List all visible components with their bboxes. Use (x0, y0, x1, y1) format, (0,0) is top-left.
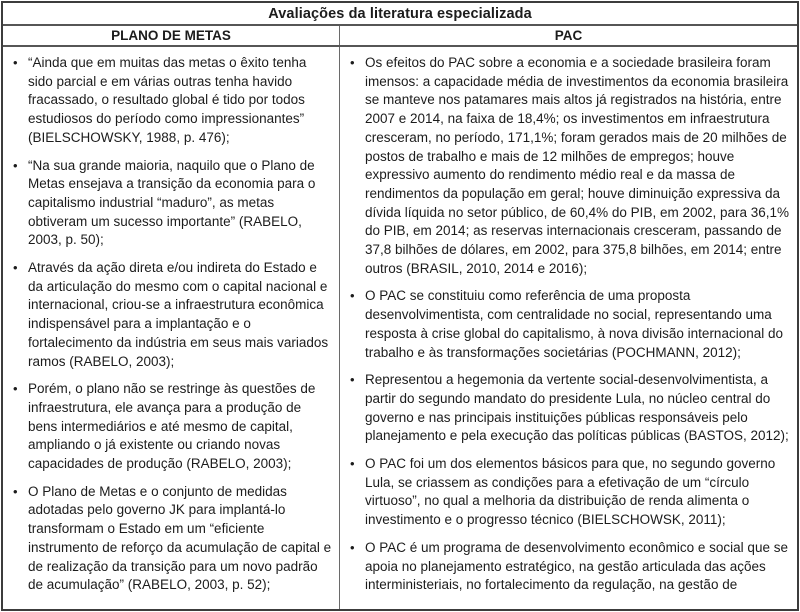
bullet-text: Porém, o plano não se restringe às questões de infraestrutura, ele avança para a produção de bens intermediários e até mesmo de capital, ampliando o já existente ou criando novas capacidades de produção (RABELO, 2003); (28, 381, 316, 472)
bullet-icon: • (13, 260, 18, 276)
bullet-text: O Plano de Metas e o conjunto de medidas adotadas pelo governo JK para implantá-lo transformam o Estado em um “eficiente instrumento de reforço da acumulação de capital e de realização da transição para um novo padrão de acumulação” (RABELO, 2003, p. 52); (28, 483, 332, 593)
bullet-icon: • (13, 483, 18, 499)
bullet-text: O PAC se constituiu como referência de uma proposta desenvolvimentista, com centralidade no social, representando uma resposta à crise global do capitalismo, à nova divisão internacional do trabalho e às transformações societárias (POCHMANN, 2012); (365, 288, 783, 360)
list-item (347, 287, 791, 362)
bullet-icon: • (350, 55, 355, 70)
plano-de-metas-bullet-list (10, 54, 333, 595)
literature-evaluation-table (1, 1, 799, 611)
list-item (10, 483, 333, 595)
list-item (10, 259, 333, 371)
table-header-row (3, 26, 797, 47)
bullet-text: Através da ação direta e/ou indireta do Estado e da articulação do mesmo com o capital nacional e internacional, criou-se a infraestrutura econômica indispensável para a implantação e o fortalecimento da indústria em seus mais variados ramos (RABELO, 2003); (28, 260, 329, 369)
pac-bullet-list (347, 54, 791, 595)
list-item (347, 54, 791, 278)
table-title: Avaliações da literatura especializada (3, 3, 797, 26)
bullet-text: “Na sua grande maioria, naquilo que o Plano de Metas ensejava a transição da economia para o capitalismo industrial “maduro”, as metas obtiveram um sucesso importante” (RABELO, 2003, p. 50); (28, 157, 316, 248)
bullet-icon: • (13, 157, 18, 173)
pac-cell (340, 47, 797, 609)
bullet-text: O PAC é um programa de desenvolvimento econômico e social que se apoia no planejamento estratégico, na gestão articulada das ações interministeriais, no fortalecimento da regulação, na gestão de (365, 539, 788, 593)
list-item (10, 157, 333, 251)
table-body (3, 47, 797, 609)
bullet-icon: • (350, 456, 355, 472)
list-item (347, 371, 791, 446)
bullet-icon: • (350, 539, 355, 555)
column-header-plano-de-metas: PLANO DE METAS (3, 26, 340, 45)
list-item (10, 380, 333, 474)
bullet-text: “Ainda que em muitas das metas o êxito tenha sido parcial e em várias outras tenha havido fracassado, o resultado global é tido por todos estudiosos do período como impressionantes” (BIELSCHOWSKY, 1988, p. 476); (28, 55, 307, 145)
column-header-pac: PAC (554, 28, 583, 43)
bullet-icon: • (13, 381, 18, 397)
plano-de-metas-cell (3, 47, 340, 609)
bullet-icon: • (13, 55, 18, 70)
bullet-icon: • (350, 288, 355, 304)
bullet-text: O PAC foi um dos elementos básicos para que, no segundo governo Lula, se criassem as condições para a efetivação de um “círculo virtuoso”, no qual a melhoria da distribuição de renda alimenta o investimento e o progresso técnico (BIELSCHOWSK, 2011); (365, 456, 776, 528)
list-item (10, 54, 333, 148)
bullet-icon: • (350, 372, 355, 388)
bullet-text: Representou a hegemonia da vertente social-desenvolvimentista, a partir do segundo mandato do presidente Lula, no núcleo central do governo e nas principais instituições públicas responsáveis pelo planejamento e pela execução das políticas públicas (BASTOS, 2012); (365, 372, 789, 444)
list-item (347, 539, 791, 595)
list-item (347, 455, 791, 530)
bullet-text: Os efeitos do PAC sobre a economia e a sociedade brasileira foram imensos: a capacidade média de investimentos da economia brasileira se manteve nos patamares mais altos já registrados na história, entre 2007 e 2014, na faixa de 18,4%; os investimentos em infraestrutura cresceram, no período, 171,1%; foram gerados mais de 20 milhões de postos de trabalho e mais de 12 milhões de empregos; houve expressivo aumento do rendimento médio real e da massa de rendimentos da população em geral; houve diminuição expressiva da dívida líquida no setor público, de 60,4% do PIB, em 2002, para 36,1% do PIB, em 2014; as reservas internacionais cresceram, passando de 37,8 bilhões de dólares, em 2002, para 375,8 bilhões, em 2014; entre outros (BRASIL, 2010, 2014 e 2016); (365, 55, 790, 276)
